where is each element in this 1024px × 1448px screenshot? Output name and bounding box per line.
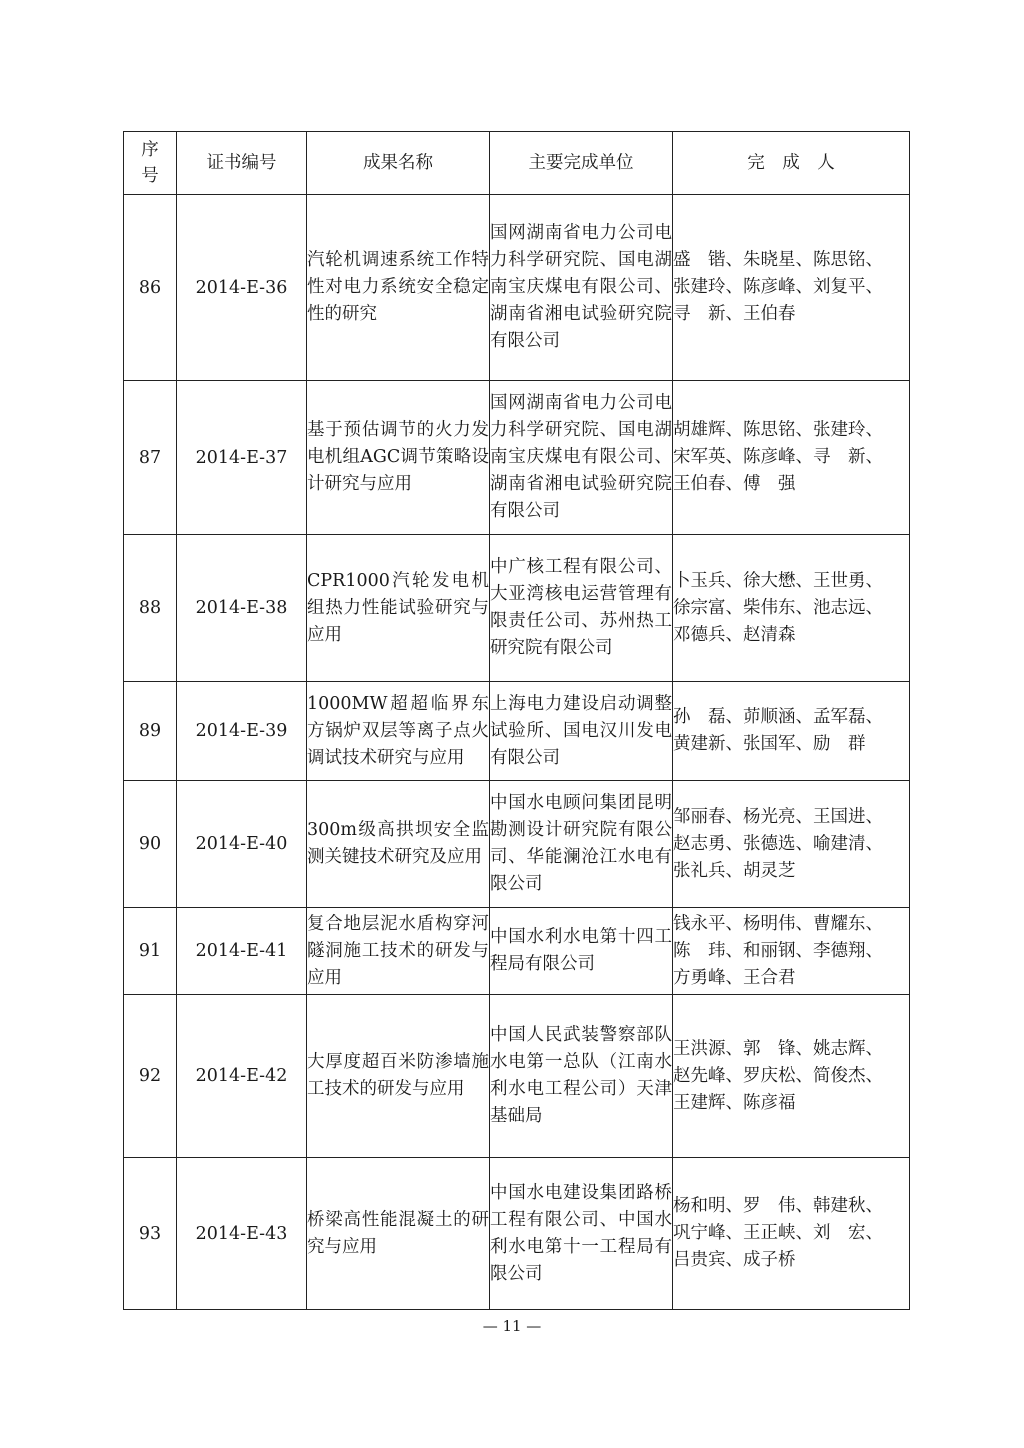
row-seq: 89 (124, 682, 177, 781)
row-main-unit: 中国人民武装警察部队水电第一总队（江南水利水电工程公司）天津基础局 (490, 995, 673, 1158)
row-achievement-name: 大厚度超百米防渗墙施工技术的研发与应用 (307, 995, 490, 1158)
row-cert-number: 2014-E-36 (177, 195, 307, 381)
header-row (124, 132, 910, 195)
row-seq: 86 (124, 195, 177, 381)
row-cert-number: 2014-E-38 (177, 535, 307, 682)
header-seq: 序 号 (124, 132, 177, 195)
row-persons: 邹丽春、杨光亮、王国进、 赵志勇、张德选、喻建清、 张礼兵、胡灵芝 (673, 781, 910, 908)
row-persons: 卜玉兵、徐大懋、王世勇、 徐宗富、柴伟东、池志远、 邓德兵、赵清森 (673, 535, 910, 682)
row-main-unit: 国网湖南省电力公司电力科学研究院、国电湖南宝庆煤电有限公司、湖南省湘电试验研究院有限公司 (490, 381, 673, 535)
table-row (124, 535, 910, 682)
row-achievement-name: 桥梁高性能混凝土的研究与应用 (307, 1158, 490, 1310)
awards-table (123, 131, 910, 1310)
row-persons: 孙 磊、茆顺涵、孟军磊、 黄建新、张国军、励 群 (673, 682, 910, 781)
row-main-unit: 中国水利水电第十四工程局有限公司 (490, 908, 673, 995)
row-achievement-name: 基于预估调节的火力发电机组AGC调节策略设计研究与应用 (307, 381, 490, 535)
page-number: — 11 — (482, 1317, 542, 1335)
table-row (124, 682, 910, 781)
row-cert-number: 2014-E-40 (177, 781, 307, 908)
row-persons: 王洪源、郭 锋、姚志辉、 赵先峰、罗庆松、简俊杰、 王建辉、陈彦福 (673, 995, 910, 1158)
table-row (124, 381, 910, 535)
row-seq: 90 (124, 781, 177, 908)
row-persons: 钱永平、杨明伟、曹耀东、 陈 玮、和丽钢、李德翔、 方勇峰、王合君 (673, 908, 910, 995)
row-main-unit: 中广核工程有限公司、大亚湾核电运营管理有限责任公司、苏州热工研究院有限公司 (490, 535, 673, 682)
row-seq: 91 (124, 908, 177, 995)
row-seq: 88 (124, 535, 177, 682)
row-seq: 87 (124, 381, 177, 535)
header-persons: 完 成 人 (673, 132, 910, 195)
row-persons: 盛 锴、朱晓星、陈思铭、 张建玲、陈彦峰、刘复平、 寻 新、王伯春 (673, 195, 910, 381)
row-cert-number: 2014-E-37 (177, 381, 307, 535)
row-main-unit: 中国水电顾问集团昆明勘测设计研究院有限公司、华能澜沧江水电有限公司 (490, 781, 673, 908)
table-row (124, 995, 910, 1158)
row-main-unit: 上海电力建设启动调整试验所、国电汉川发电有限公司 (490, 682, 673, 781)
row-cert-number: 2014-E-43 (177, 1158, 307, 1310)
row-seq: 93 (124, 1158, 177, 1310)
row-cert-number: 2014-E-41 (177, 908, 307, 995)
row-cert-number: 2014-E-42 (177, 995, 307, 1158)
table-row (124, 195, 910, 381)
table-row (124, 781, 910, 908)
table-row (124, 1158, 910, 1310)
header-main-unit: 主要完成单位 (490, 132, 673, 195)
row-seq: 92 (124, 995, 177, 1158)
header-achievement-name: 成果名称 (307, 132, 490, 195)
row-achievement-name: 复合地层泥水盾构穿河隧洞施工技术的研发与应用 (307, 908, 490, 995)
row-achievement-name: 300m级高拱坝安全监测关键技术研究及应用 (307, 781, 490, 908)
header-cert-number: 证书编号 (177, 132, 307, 195)
row-main-unit: 中国水电建设集团路桥工程有限公司、中国水利水电第十一工程局有限公司 (490, 1158, 673, 1310)
row-persons: 胡雄辉、陈思铭、张建玲、 宋军英、陈彦峰、寻 新、 王伯春、傅 强 (673, 381, 910, 535)
row-achievement-name: 1000MW超超临界东方锅炉双层等离子点火调试技术研究与应用 (307, 682, 490, 781)
row-main-unit: 国网湖南省电力公司电力科学研究院、国电湖南宝庆煤电有限公司、湖南省湘电试验研究院有限公司 (490, 195, 673, 381)
table-row (124, 908, 910, 995)
row-achievement-name: 汽轮机调速系统工作特性对电力系统安全稳定性的研究 (307, 195, 490, 381)
row-cert-number: 2014-E-39 (177, 682, 307, 781)
row-persons: 杨和明、罗 伟、韩建秋、 巩宁峰、王正峡、刘 宏、 吕贵宾、成子桥 (673, 1158, 910, 1310)
row-achievement-name: CPR1000汽轮发电机组热力性能试验研究与应用 (307, 535, 490, 682)
